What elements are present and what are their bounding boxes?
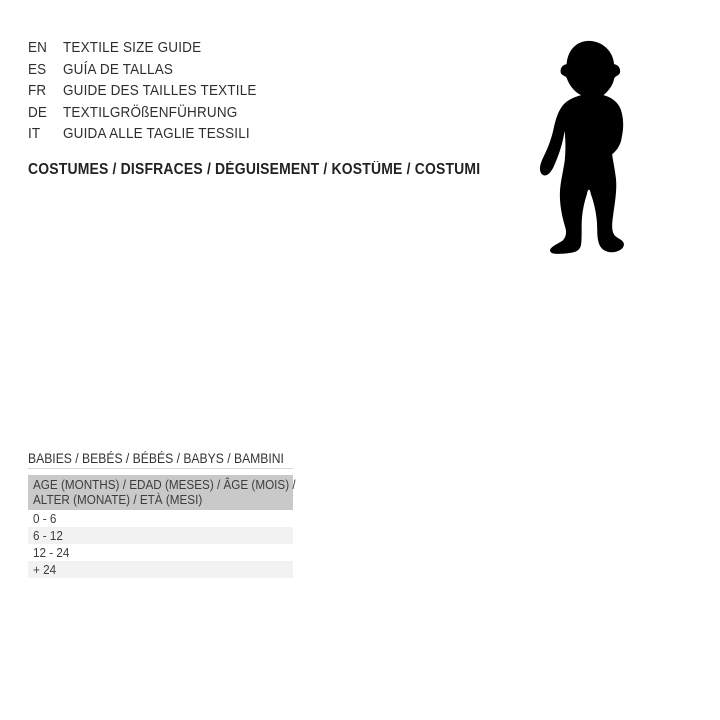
age-table-header-line2-text: ALTER (MONATE) / ETÀ (MESI)	[33, 492, 203, 507]
age-size-table	[28, 475, 296, 578]
language-row-es	[28, 59, 278, 81]
language-code: IT	[28, 125, 41, 143]
language-code: ES	[28, 60, 47, 78]
age-table-row	[28, 527, 293, 544]
language-label: GUIDA ALLE TAGLIE TESSILI	[63, 125, 250, 143]
language-code: FR	[28, 82, 47, 100]
age-table-header	[28, 475, 296, 510]
language-code: DE	[28, 103, 48, 121]
age-table-row	[28, 510, 293, 527]
language-row-de	[28, 102, 278, 124]
age-range-value: + 24	[33, 562, 57, 577]
category-title	[28, 161, 531, 179]
age-range-value: 0 - 6	[33, 511, 57, 526]
language-list	[28, 37, 278, 145]
language-row-fr	[28, 80, 278, 102]
language-row-en	[28, 37, 278, 59]
baby-silhouette-icon	[537, 39, 635, 254]
age-table-header-line1	[33, 477, 296, 492]
language-code: EN	[28, 39, 48, 57]
age-table-row	[28, 544, 293, 561]
baby-silhouette-svg	[537, 39, 635, 254]
section-divider	[28, 468, 293, 469]
babies-section-title-text: BABIES / BEBÉS / BÉBÉS / BABYS / BAMBINI	[28, 451, 284, 466]
language-row-it	[28, 123, 278, 145]
age-table-row	[28, 561, 293, 578]
age-range-value: 12 - 24	[33, 545, 70, 560]
language-label: GUIDE DES TAILLES TEXTILE	[63, 82, 257, 100]
babies-section-title	[28, 451, 312, 466]
language-label: TEXTILE SIZE GUIDE	[63, 39, 202, 57]
category-title-text: COSTUMES / DISFRACES / DÉGUISEMENT / KOSTÜME / COSTUMI	[28, 161, 481, 178]
language-label: TEXTILGRÖßENFÜHRUNG	[63, 103, 238, 121]
language-label: GUÍA DE TALLAS	[63, 60, 174, 78]
age-table-header-line2	[33, 492, 289, 507]
age-table-header-line1-text: AGE (MONTHS) / EDAD (MESES) / ÂGE (MOIS) /	[33, 477, 296, 492]
age-range-value: 6 - 12	[33, 528, 63, 543]
baby-silhouette-path	[540, 41, 624, 254]
